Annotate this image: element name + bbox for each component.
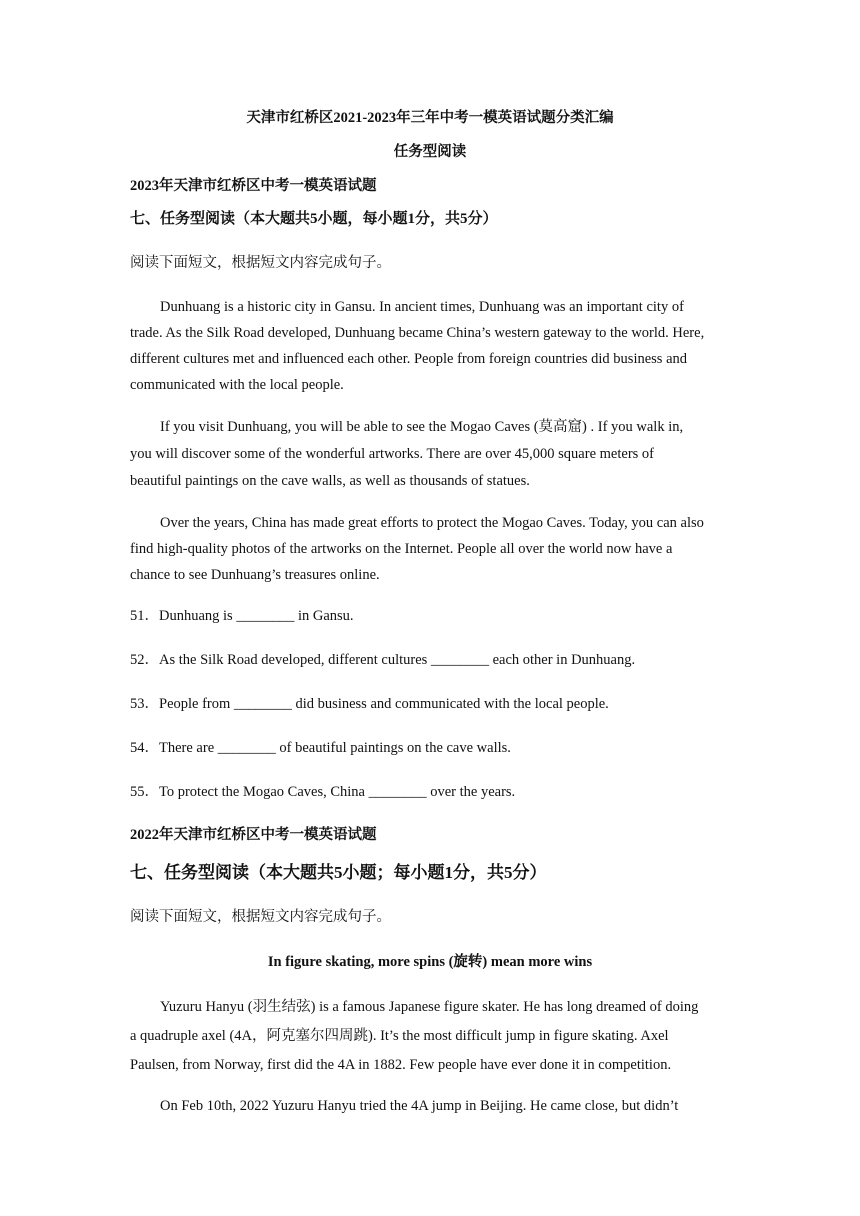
passage-2023-paragraph-1: [130, 294, 732, 398]
passage-line: Yuzuru Hanyu (羽生结弦) is a famous Japanese figure skater. He has long dreamed of doing: [160, 999, 699, 1015]
passage-line: If you visit Dunhuang, you will be able to see the Mogao Caves (莫高窟) . If you walk in,: [160, 419, 684, 435]
passage-line: communicated with the local people.: [130, 377, 344, 393]
section-2023-heading: 2023年天津市红桥区中考一模英语试题: [130, 178, 377, 194]
passage-line: beautiful paintings on the cave walls, as well as thousands of statues.: [130, 473, 530, 489]
passage-line: chance to see Dunhuang’s treasures online.: [130, 567, 380, 583]
question-55: 55．To protect the Mogao Caves, China ________ over the years.: [130, 784, 516, 800]
passage-line: find high-quality photos of the artworks on the Internet. People all over the world now have a: [130, 541, 673, 557]
passage-line: a quadruple axel (4A，阿克塞尔四周跳). It’s the most difficult jump in figure skating. Axel: [130, 1028, 669, 1044]
passage-line: Dunhuang is a historic city in Gansu. In ancient times, Dunhuang was an important city of: [160, 299, 684, 315]
question-51: 51．Dunhuang is ________ in Gansu.: [130, 608, 354, 624]
passage-line: different cultures met and influenced each other. People from foreign countries did business and: [130, 351, 688, 367]
passage-2022-paragraph-2: [130, 1093, 732, 1119]
passage-2022-paragraph-1: [130, 993, 732, 1080]
passage-line: On Feb 10th, 2022 Yuzuru Hanyu tried the 4A jump in Beijing. He came close, but didn’t: [160, 1098, 679, 1114]
document-title: 天津市红桥区2021-2023年三年中考一模英语试题分类汇编: [246, 110, 614, 126]
passage-line: Paulsen, from Norway, first did the 4A in 1882. Few people have ever done it in competition.: [130, 1057, 672, 1073]
passage-line: Over the years, China has made great efforts to protect the Mogao Caves. Today, you can also: [160, 515, 704, 531]
section-2023-part-title: 七、任务型阅读（本大题共5小题，每小题1分，共5分）: [130, 211, 498, 227]
section-2022-heading: 2022年天津市红桥区中考一模英语试题: [130, 827, 377, 843]
passage-line: trade. As the Silk Road developed, Dunhuang became China’s western gateway to the world. Here,: [130, 325, 705, 341]
question-52: 52．As the Silk Road developed, different cultures ________ each other in Dunhuang.: [130, 652, 636, 668]
section-2022-part-title: 七、任务型阅读（本大题共5小题；每小题1分，共5分）: [130, 863, 547, 882]
section-2022-instruction: 阅读下面短文，根据短文内容完成句子。: [130, 909, 391, 925]
passage-2023-paragraph-3: [130, 510, 732, 588]
question-53: 53．People from ________ did business and communicated with the local people.: [130, 696, 609, 712]
passage-2023-paragraph-2: [130, 414, 732, 495]
section-2023-instruction: 阅读下面短文，根据短文内容完成句子。: [130, 255, 391, 271]
passage-2022-title: In figure skating, more spins (旋转) mean more wins: [267, 954, 593, 970]
question-54: 54．There are ________ of beautiful paintings on the cave walls.: [130, 740, 511, 756]
passage-line: you will discover some of the wonderful artworks. There are over 45,000 square meters of: [130, 446, 654, 462]
document-subtitle: 任务型阅读: [393, 144, 467, 160]
